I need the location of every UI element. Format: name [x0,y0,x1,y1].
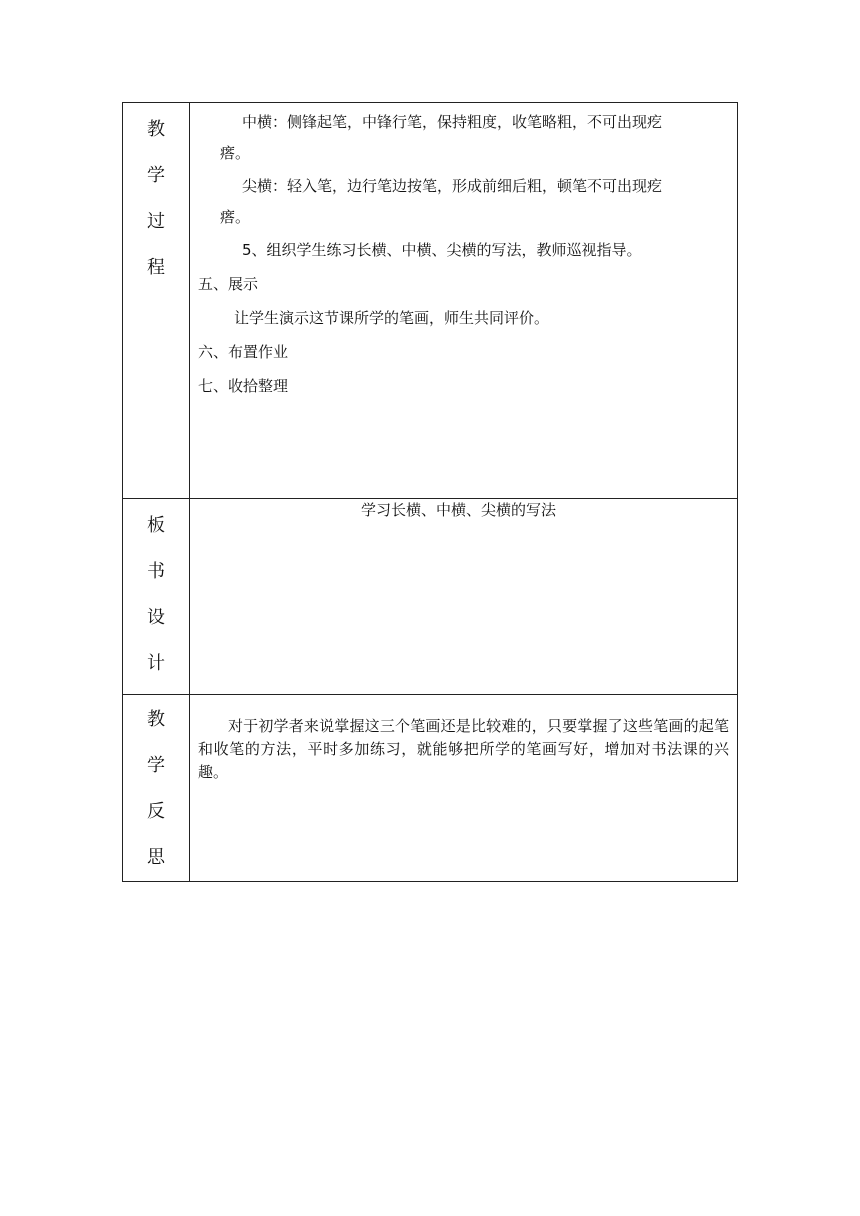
board-content-cell [190,499,738,695]
reflection-row [123,695,738,882]
process-text-line: 尖横：轻入笔，边行笔边按笔，形成前细后粗，顿笔不可出现疙 [242,177,663,195]
board-row [123,499,738,695]
process-label-char: 过 [147,211,165,232]
board-label-char: 书 [147,561,165,582]
board-label-cell [123,499,190,695]
process-label [123,103,189,291]
board-label-char: 板 [147,515,165,536]
reflection-label-char: 教 [147,709,165,730]
board-label-char: 设 [147,607,165,628]
reflection-label-char: 思 [147,847,165,868]
process-heading: 六、布置作业 [198,343,289,361]
process-text-line: 瘩。 [220,208,251,226]
process-text-line: 让学生演示这节课所学的笔画，师生共同评价。 [234,309,550,327]
process-label-char: 学 [147,165,165,186]
process-content-cell [190,103,738,499]
process-label-char: 教 [147,119,165,140]
board-title: 学习长横、中横、尖横的写法 [360,501,556,519]
board-label-char: 计 [147,653,165,674]
process-label-char: 程 [147,257,165,278]
reflection-label-cell [123,695,190,882]
lesson-plan-table [122,102,738,882]
board-label [123,499,189,687]
process-text-line: 中横：侧锋起笔，中锋行笔，保持粗度，收笔略粗，不可出现疙 [242,113,663,131]
process-label-cell [123,103,190,499]
process-row [123,103,738,499]
reflection-label [123,695,189,881]
process-heading: 五、展示 [198,275,259,293]
process-text-line: 5、组织学生练习长横、中横、尖横的写法，教师巡视指导。 [242,241,642,259]
reflection-content-cell [190,695,738,882]
reflection-label-char: 学 [147,755,165,776]
process-text-line: 瘩。 [220,144,251,162]
process-heading: 七、收拾整理 [198,377,289,395]
reflection-text: 对于初学者来说掌握这三个笔画还是比较难的，只要掌握了这些笔画的起笔和收笔的方法，平时多加练习，就能够把所学的笔画写好，增加对书法课的兴趣。 [198,717,729,781]
reflection-label-char: 反 [147,801,165,822]
